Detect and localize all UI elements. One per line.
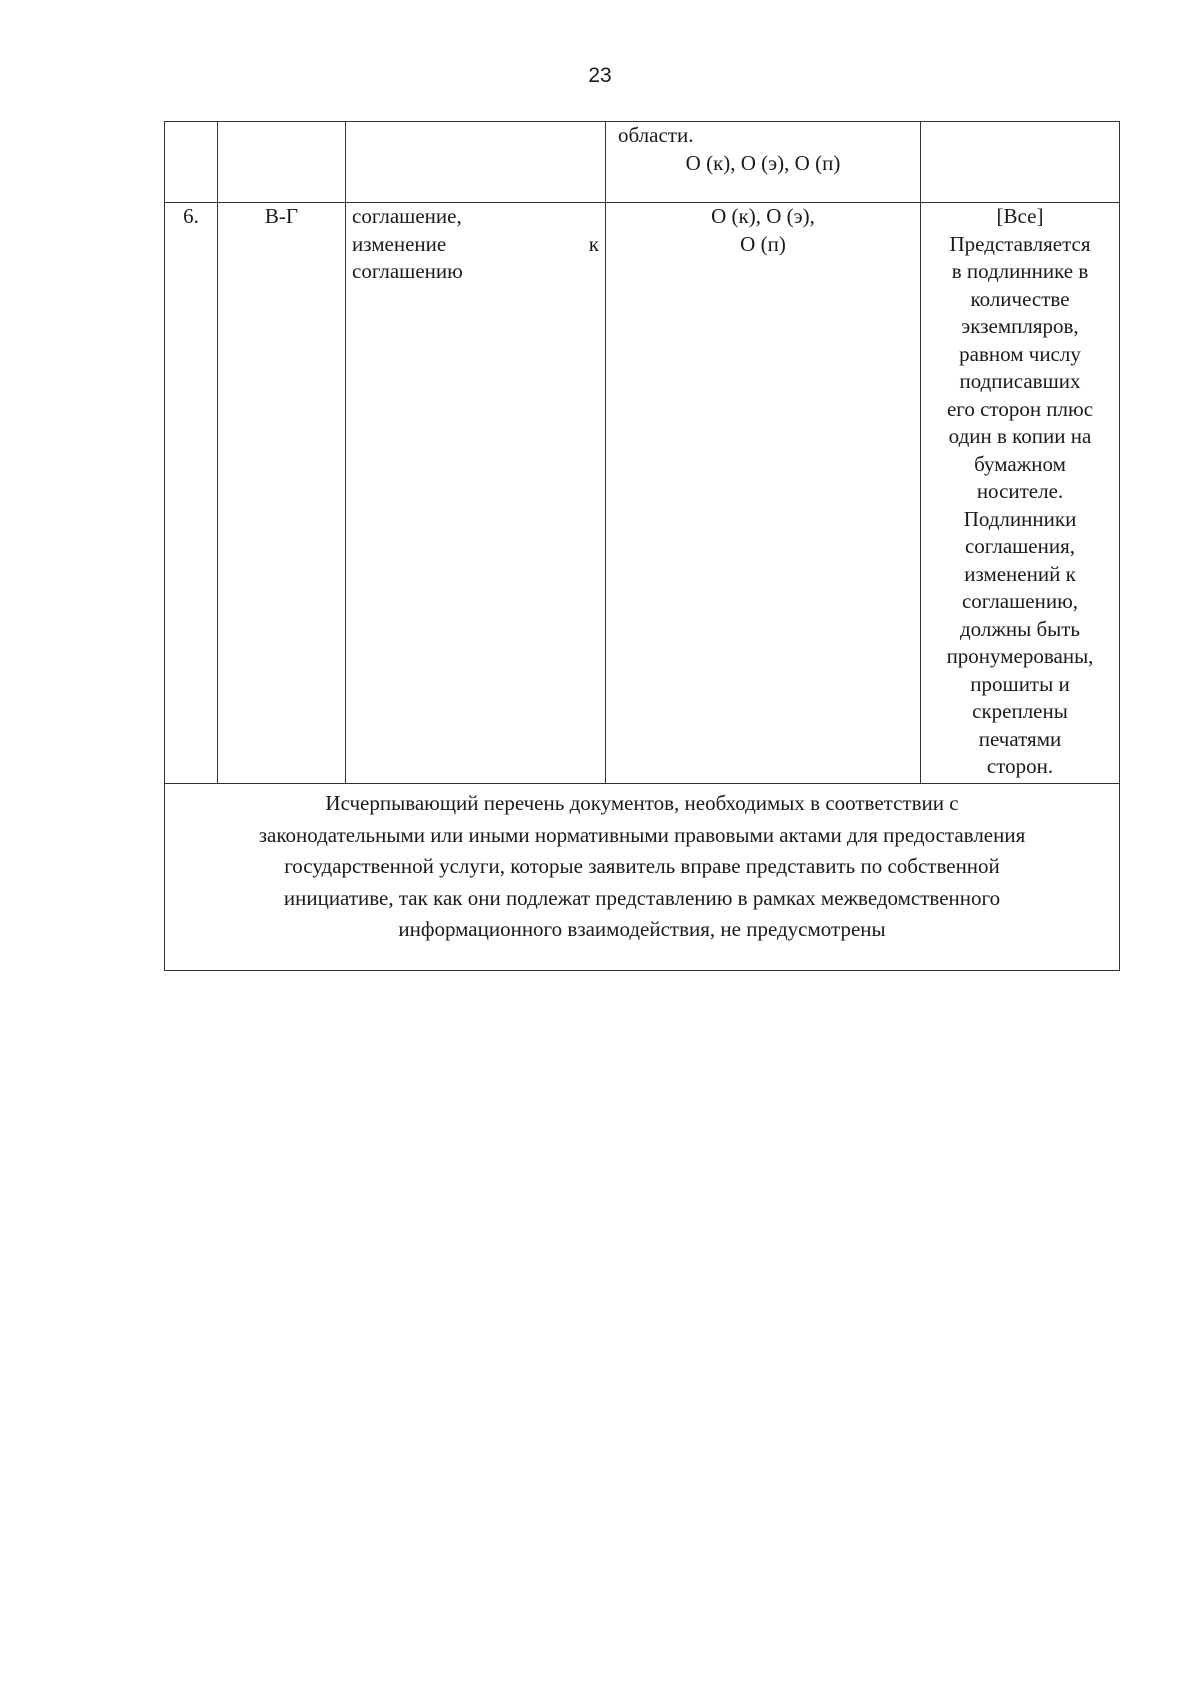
summary-line: законодательными или иными нормативными правовыми актами для предоставления xyxy=(258,822,1026,847)
row-number: 6. xyxy=(165,203,218,784)
note-line: его сторон плюс xyxy=(946,396,1094,421)
document-name-word: изменение xyxy=(352,231,447,256)
table-row-continuation xyxy=(165,122,1120,203)
summary-line: информационного взаимодействия, не предусмотрены xyxy=(398,917,886,941)
note-line: печатями xyxy=(978,726,1062,751)
cell-code xyxy=(218,122,346,203)
form-text: области. xyxy=(618,123,694,147)
note-line: соглашению, xyxy=(961,589,1079,613)
note-line: Представляется xyxy=(949,231,1091,256)
note-line: прошиты и xyxy=(970,671,1070,696)
note-line: количестве xyxy=(970,286,1070,311)
document-name-line xyxy=(352,231,599,259)
cell-number xyxy=(165,122,218,203)
form-text: О (к), О (э), xyxy=(711,204,815,228)
cell-document xyxy=(346,203,606,784)
note-line: Подлинники xyxy=(963,506,1077,531)
summary-line: инициативе, так как они подлежат представлению в рамках межведомственного xyxy=(283,885,1001,910)
document-name-line: соглашение, xyxy=(352,204,462,228)
note-line: соглашения, xyxy=(964,534,1076,558)
note-text xyxy=(927,203,1113,781)
table-row-summary xyxy=(165,784,1120,971)
cell-note xyxy=(921,203,1120,784)
note-line: один в копии на xyxy=(948,424,1092,448)
note-line: сторон. xyxy=(986,754,1054,778)
row-code: В-Г xyxy=(218,203,346,784)
note-line: бумажном xyxy=(974,451,1066,476)
note-line: в подлиннике в xyxy=(951,259,1089,283)
cell-note xyxy=(921,122,1120,203)
summary-cell xyxy=(165,784,1120,971)
summary-line: государственной услуги, которые заявитель вправе представить по собственной xyxy=(284,854,1000,878)
note-line: пронумерованы, xyxy=(946,644,1094,668)
note-line: изменений к xyxy=(964,561,1076,586)
cell-form xyxy=(606,122,921,203)
form-text: О (к), О (э), О (п) xyxy=(685,150,841,175)
form-text: О (п) xyxy=(740,231,786,256)
note-line: скреплены xyxy=(972,699,1068,723)
documents-table xyxy=(164,121,1120,971)
note-line: должны быть xyxy=(959,616,1081,641)
note-line: экземпляров, xyxy=(961,314,1079,338)
cell-document xyxy=(346,122,606,203)
note-line: подписавших xyxy=(959,369,1081,393)
note-line: [Все] xyxy=(996,204,1044,228)
cell-form xyxy=(606,203,921,784)
document-name-line: соглашению xyxy=(352,259,463,283)
summary-line: Исчерпывающий перечень документов, необходимых в соответствии с xyxy=(325,791,959,815)
document-name-word: к xyxy=(588,231,599,256)
page-number: 23 xyxy=(588,64,612,87)
note-line: равном числу xyxy=(959,341,1081,366)
table-row-6 xyxy=(165,203,1120,784)
note-line: носителе. xyxy=(976,479,1064,503)
